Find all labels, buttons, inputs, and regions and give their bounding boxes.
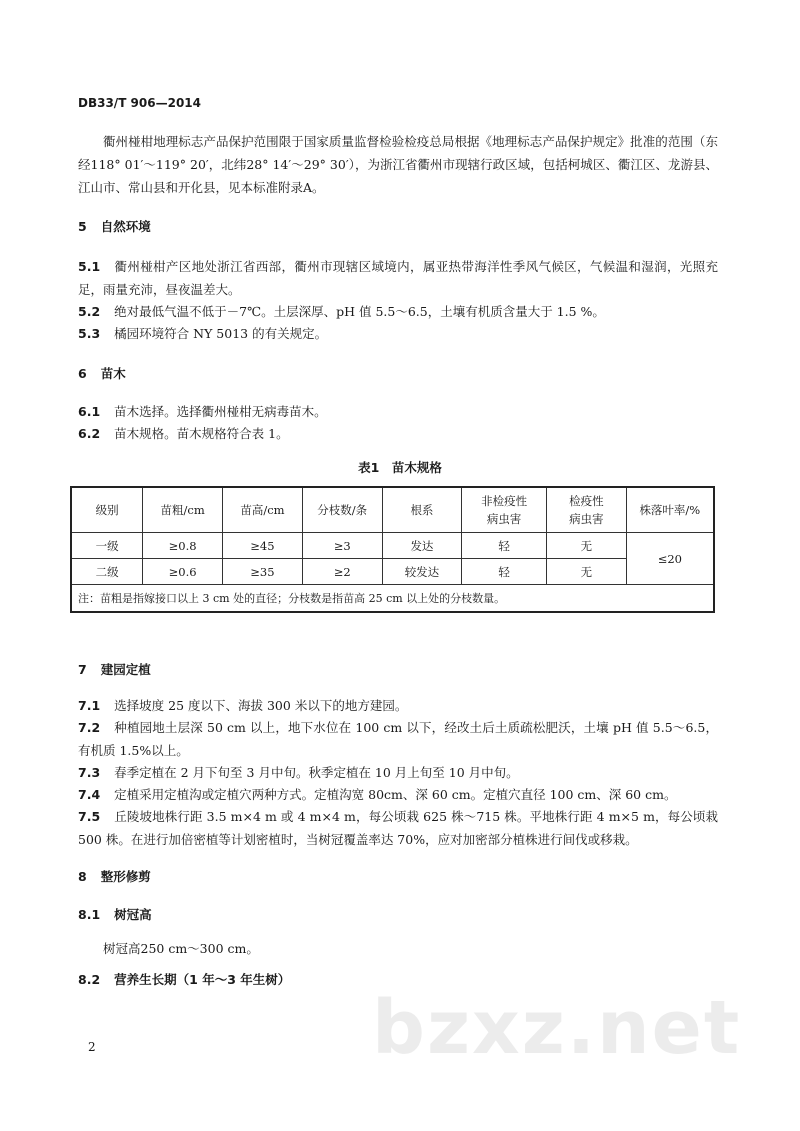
item-text: 丘陵坡地株行距 3.5 m×4 m 或 4 m×4 m，每公顷栽 625 株～715 株。平地株行距 4 m×5 m，每公顷栽 500 株。在进行加倍密植等计划密植时，当树冠覆盖率达 70%，应对加密部分植株进行间伐或移栽。 [78, 809, 718, 847]
subsection-8-2-number: 8.2 [78, 972, 101, 987]
item-number: 7.5 [78, 809, 101, 824]
header-roots: 根系 [382, 487, 462, 533]
section-7-number: 7 [78, 662, 87, 677]
header-grade: 级别 [71, 487, 143, 533]
header-thickness: 苗粗/cm [143, 487, 223, 533]
item-text: 绝对最低气温不低于－7℃。土层深厚、pH 值 5.5～6.5，土壤有机质含量大于 1.5 %。 [114, 304, 605, 319]
table-cell: ≥35 [223, 559, 303, 585]
section-6-number: 6 [78, 366, 87, 381]
item-number: 6.2 [78, 426, 101, 441]
item-number: 5.3 [78, 326, 101, 341]
item-7-1 [78, 694, 718, 717]
table-cell: 轻 [462, 559, 547, 585]
table-cell: 一级 [71, 533, 143, 559]
intro-paragraph: 衢州椪柑地理标志产品保护范围限于国家质量监督检验检疫总局根据《地理标志产品保护规定》批准的范围（东经118° 01′～119° 20′，北纬28° 14′～29° 30′），为浙江省衢州市现辖行政区域，包括柯城区、衢江区、龙游县、江山市、常山县和开化县，见本标准附录A。 [78, 134, 718, 195]
item-number: 7.4 [78, 787, 101, 802]
section-8-number: 8 [78, 869, 87, 884]
header-leaf-drop: 株落叶率/% [626, 487, 714, 533]
site-watermark: bzxz.net [372, 985, 742, 1071]
item-7-4 [78, 783, 718, 806]
seedling-spec-table [70, 486, 715, 613]
table-cell: 无 [546, 559, 626, 585]
section-5-title: 自然环境 [100, 219, 151, 234]
item-text: 定植采用定植沟或定植穴两种方式。定植沟宽 80cm、深 60 cm。定植穴直径 100 cm、深 60 cm。 [114, 787, 677, 802]
table-note: 注：苗粗是指嫁接口以上 3 cm 处的直径；分枝数是指苗高 25 cm 以上处的分枝数量。 [71, 585, 714, 613]
table-cell: 轻 [462, 533, 547, 559]
table-cell: ≥45 [223, 533, 303, 559]
table-cell: 发达 [382, 533, 462, 559]
item-number: 7.1 [78, 698, 101, 713]
subsection-8-1-text: 树冠高250 cm～300 cm。 [103, 941, 259, 956]
table-cell: ≥0.8 [143, 533, 223, 559]
table-cell: ≥0.6 [143, 559, 223, 585]
subsection-8-1-heading [78, 905, 152, 923]
item-number: 7.2 [78, 720, 101, 735]
section-6-title: 苗木 [100, 366, 126, 381]
table-note-row [71, 585, 714, 613]
table-header-row [71, 487, 714, 533]
item-text: 橘园环境符合 NY 5013 的有关规定。 [114, 326, 328, 341]
item-text: 衢州椪柑产区地处浙江省西部，衢州市现辖区域境内，属亚热带海洋性季风气候区，气候温和湿润，光照充足，雨量充沛，昼夜温差大。 [78, 259, 718, 297]
item-text: 苗木规格。苗木规格符合表 1。 [114, 426, 289, 441]
page-number: 2 [88, 1040, 96, 1054]
item-number: 5.1 [78, 259, 101, 274]
subsection-8-1-number: 8.1 [78, 907, 101, 922]
table-1-caption: 表1 苗木规格 [358, 460, 442, 475]
item-7-5 [78, 805, 718, 851]
section-7-heading [78, 660, 151, 678]
item-7-2 [78, 716, 718, 762]
section-5-number: 5 [78, 219, 87, 234]
item-6-1 [78, 400, 718, 423]
table-row [71, 559, 714, 585]
item-number: 5.2 [78, 304, 101, 319]
item-text: 种植园地土层深 50 cm 以上，地下水位在 100 cm 以下，经改土后土质疏松肥沃，土壤 pH 值 5.5～6.5，有机质 1.5%以上。 [78, 720, 718, 758]
document-header: DB33/T 906—2014 [78, 96, 201, 110]
section-8-title: 整形修剪 [100, 869, 151, 884]
item-5-2 [78, 300, 718, 323]
section-5-heading [78, 217, 151, 235]
table-cell: 二级 [71, 559, 143, 585]
item-7-3 [78, 761, 718, 784]
table-cell-leaf-drop: ≤20 [626, 533, 714, 585]
header-height: 苗高/cm [223, 487, 303, 533]
section-6-heading [78, 364, 126, 382]
subsection-8-2-title: 营养生长期（1 年～3 年生树） [114, 972, 291, 987]
table-cell: 无 [546, 533, 626, 559]
item-number: 6.1 [78, 404, 101, 419]
subsection-8-1-title: 树冠高 [114, 907, 152, 922]
subsection-8-2-heading [78, 970, 290, 988]
item-text: 春季定植在 2 月下旬至 3 月中旬。秋季定植在 10 月上旬至 10 月中旬。 [114, 765, 519, 780]
item-5-3 [78, 322, 718, 345]
table-cell: ≥3 [302, 533, 382, 559]
header-quarantine-pests: 检疫性 病虫害 [546, 487, 626, 533]
table-cell: 较发达 [382, 559, 462, 585]
table-row [71, 533, 714, 559]
header-branches: 分枝数/条 [302, 487, 382, 533]
header-non-quarantine-pests: 非检疫性 病虫害 [462, 487, 547, 533]
table-cell: ≥2 [302, 559, 382, 585]
item-text: 选择坡度 25 度以下、海拔 300 米以下的地方建园。 [114, 698, 408, 713]
item-text: 苗木选择。选择衢州椪柑无病毒苗木。 [114, 404, 327, 419]
section-8-heading [78, 867, 151, 885]
section-7-title: 建园定植 [100, 662, 151, 677]
item-number: 7.3 [78, 765, 101, 780]
item-6-2 [78, 422, 718, 445]
item-5-1 [78, 255, 718, 301]
